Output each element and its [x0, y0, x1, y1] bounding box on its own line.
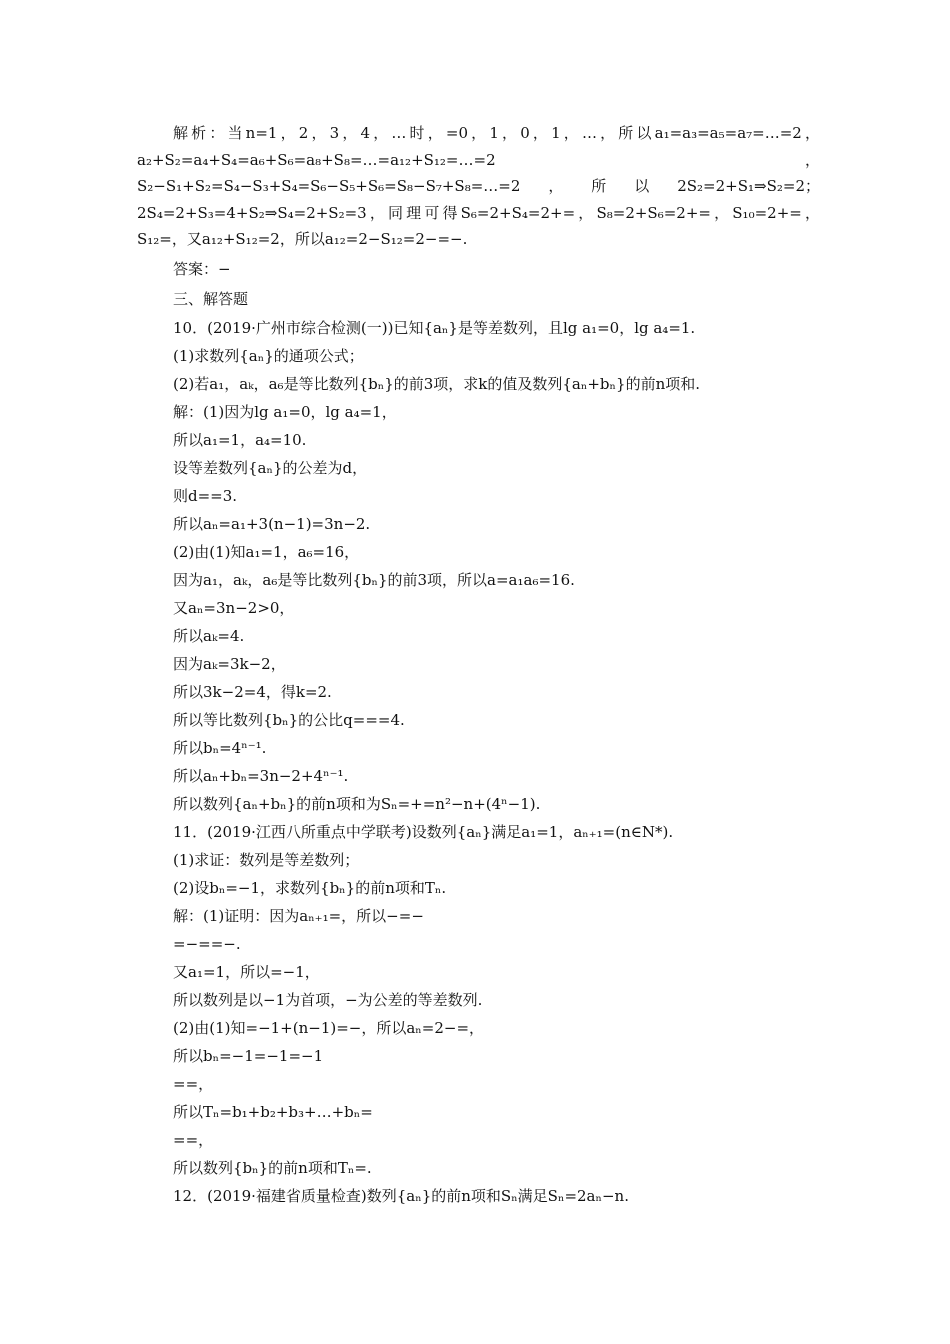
problem-11-part-1: (1)求证：数列是等差数列；: [173, 851, 360, 869]
problem-10-part-1: (1)求数列{aₙ}的通项公式；: [173, 347, 364, 365]
solution-line: ==，: [173, 1131, 214, 1149]
problem-11-part-2: (2)设bₙ=−1，求数列{bₙ}的前n项和Tₙ.: [173, 879, 447, 897]
solution-paragraph: 解析：当n=1，2，3，4，…时，=0，1，0，1，…，所以a₁=a₃=a₅=a₇=…=2，a₂+S₂=a₄+S₄=a₆+S₆=a₈+S₈=…=a₁₂+S₁₂=…=2，S₂−S₁+S₂=S₄−S₃+S₄=S₆−S₅+S₆=S₈−S₇+S₈=…=2，所以2S₂=2+S₁⇒S₂=2；2S₄=2+S₃=4+S₂⇒S₄=2+S₂=3，同理可得S₆=2+S₄=2+=，S₈=2+S₆=2+=，S₁₀=2+=，S₁₂=，又a₁₂+S₁₂=2，所以a₁₂=2−S₁₂=2−=−.: [137, 124, 820, 249]
problem-12: 12．(2019·福建省质量检查)数列{aₙ}的前n项和Sₙ满足Sₙ=2aₙ−n.: [173, 1187, 629, 1205]
solution-line: 解：(1)证明：因为aₙ₊₁=，所以−=−: [173, 907, 424, 925]
solution-line: 所以数列{aₙ+bₙ}的前n项和为Sₙ=+=n²−n+(4ⁿ−1).: [173, 795, 541, 813]
solution-line: (2)由(1)知a₁=1，a₆=16，: [173, 543, 360, 561]
problem-10: 10．(2019·广州市综合检测(一))已知{aₙ}是等差数列，且lg a₁=0，lg a₄=1.: [173, 319, 696, 337]
solution-line: 因为a₁，aₖ，a₆是等比数列{bₙ}的前3项，所以a=a₁a₆=16.: [173, 571, 575, 589]
solution-line: 设等差数列{aₙ}的公差为d，: [173, 459, 368, 477]
solution-line: 又aₙ=3n−2>0，: [173, 599, 295, 617]
problem-11: 11．(2019·江西八所重点中学联考)设数列{aₙ}满足a₁=1，aₙ₊₁=(n∈N*).: [173, 823, 674, 841]
solution-line: 所以bₙ=−1=−1=−1: [173, 1047, 324, 1065]
solution-line: 所以a₁=1，a₄=10.: [173, 431, 307, 449]
solution-line: 又a₁=1，所以=−1，: [173, 963, 320, 981]
solution-line: (2)由(1)知=−1+(n−1)=−，所以aₙ=2−=，: [173, 1019, 485, 1037]
solution-line: 所以数列是以−1为首项，−为公差的等差数列.: [173, 991, 483, 1009]
solution-line: 所以bₙ=4ⁿ⁻¹.: [173, 739, 267, 757]
problem-10-part-2: (2)若a₁，aₖ，a₆是等比数列{bₙ}的前3项，求k的值及数列{aₙ+bₙ}的前n项和.: [173, 375, 700, 393]
solution-line: 所以3k−2=4，得k=2.: [173, 683, 332, 701]
solution-line: 所以aₙ=a₁+3(n−1)=3n−2.: [173, 515, 371, 533]
section-heading: 三、解答题: [173, 290, 249, 308]
solution-line: ==，: [173, 1075, 214, 1093]
solution-line: 因为aₖ=3k−2，: [173, 655, 286, 673]
answer-line: 答案：−: [173, 260, 231, 278]
solution-line: 所以aₖ=4.: [173, 627, 245, 645]
solution-line: 所以Tₙ=b₁+b₂+b₃+…+bₙ=: [173, 1103, 373, 1121]
solution-line: 所以等比数列{bₙ}的公比q===4.: [173, 711, 405, 729]
solution-line: 解：(1)因为lg a₁=0，lg a₄=1，: [173, 403, 397, 421]
solution-line: 所以数列{bₙ}的前n项和Tₙ=.: [173, 1159, 372, 1177]
solution-line: =−==−.: [173, 935, 241, 953]
solution-line: 则d==3.: [173, 487, 238, 505]
solution-line: 所以aₙ+bₙ=3n−2+4ⁿ⁻¹.: [173, 767, 349, 785]
